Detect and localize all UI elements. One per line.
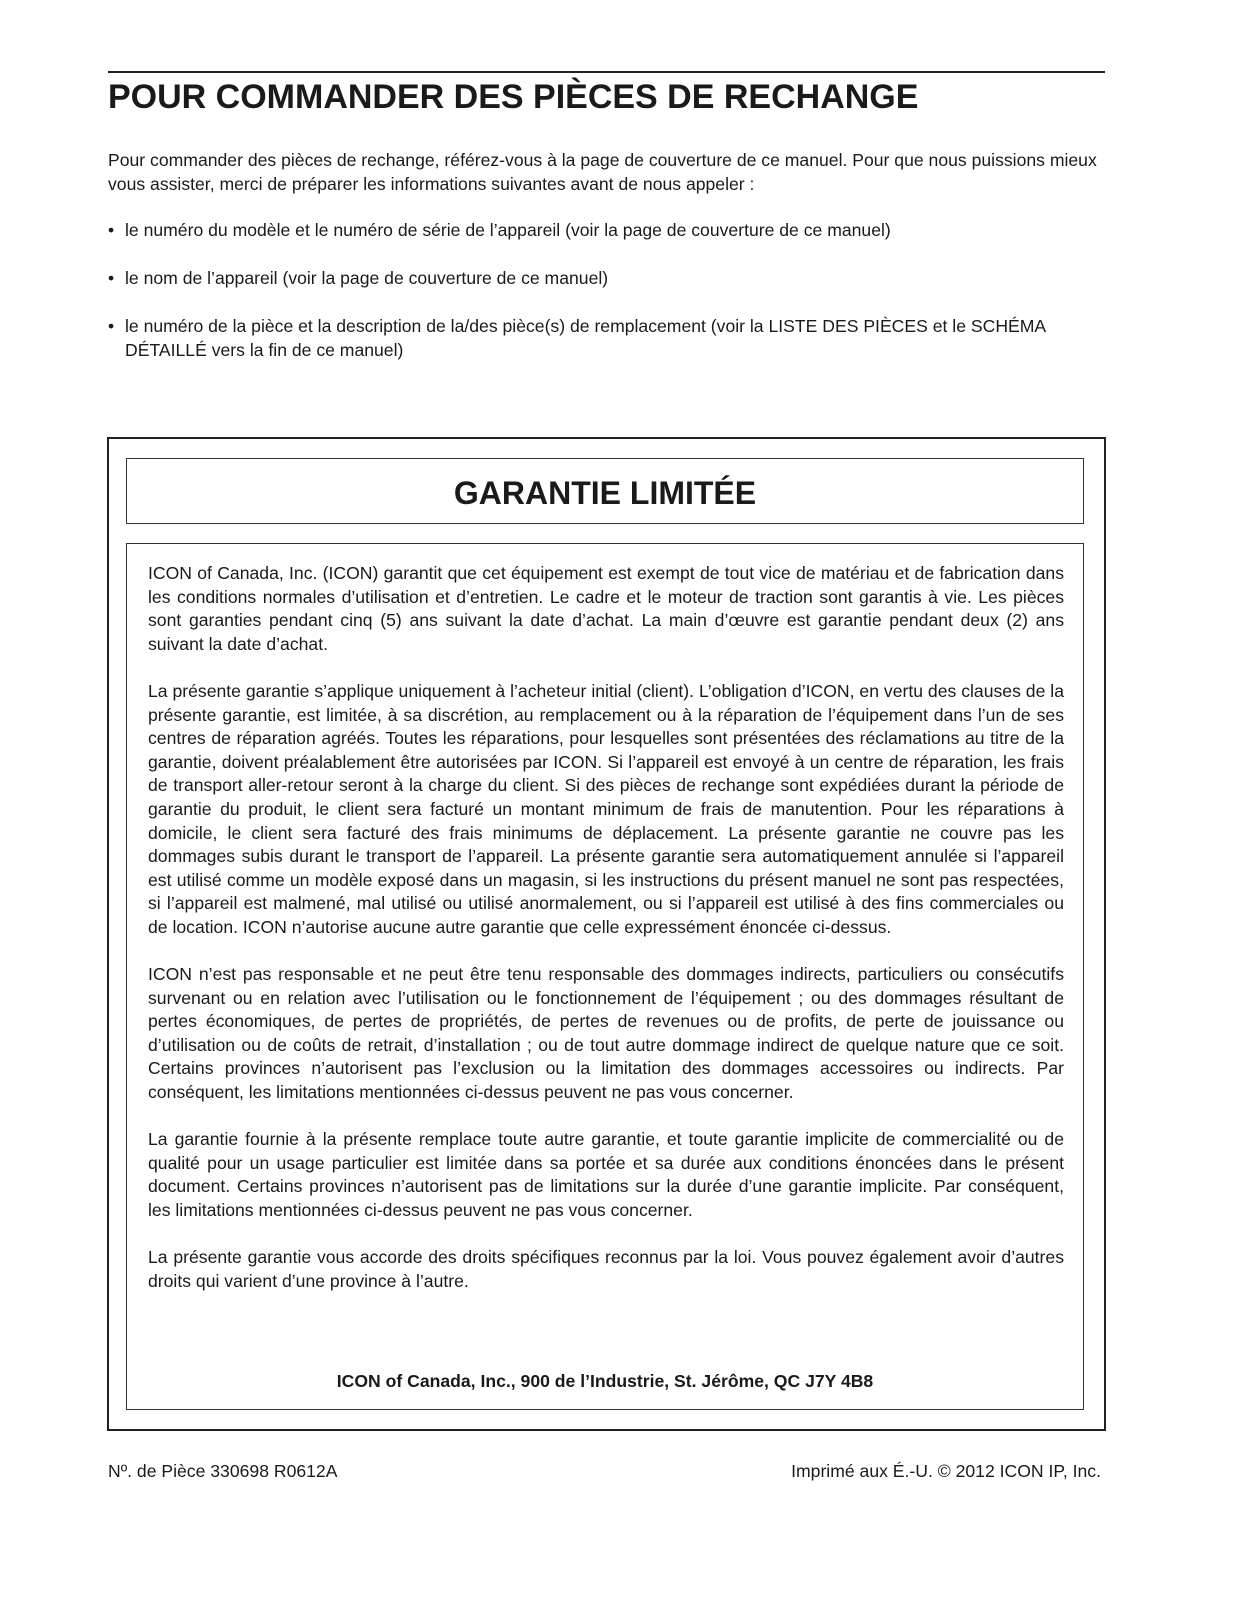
warranty-paragraph: La garantie fournie à la présente remplace toute autre garantie, et toute garantie implicite de commercialité ou de qualité pour un usage particulier est limitée dans sa portée et sa durée aux conditions énoncées dans le présent document. Certains provinces n’autorisent pas de limitations sur la durée d’une garantie implicite. Par conséquent, les limitations mentionnées ci-dessus peuvent ne pas vous concerner. bbox=[148, 1129, 1064, 1221]
warranty-title-box bbox=[126, 458, 1084, 524]
parts-info-list bbox=[108, 218, 1108, 386]
print-notice: Imprimé aux É.-U. © 2012 ICON IP, Inc. bbox=[791, 1461, 1101, 1481]
list-item-text: le nom de l’appareil (voir la page de couverture de ce manuel) bbox=[125, 268, 609, 288]
bullet-icon: • bbox=[108, 316, 115, 336]
bullet-icon: • bbox=[108, 220, 115, 240]
bullet-icon: • bbox=[108, 268, 115, 288]
list-item bbox=[108, 266, 1108, 290]
warranty-paragraph: ICON n’est pas responsable et ne peut être tenu responsable des dommages indirects, particuliers ou consécutifs survenant ou en relation avec l’utilisation ou le fonctionnement de l’équipement ; ou des dommages résultant de pertes économiques, de pertes de propriétés, de pertes de revenues ou de profits, de perte de jouissance ou d’utilisation ou de coûts de retrait, d’installation ; ou de tout autre dommage indirect de quelque nature que ce soit. Certains provinces n’autorisent pas l’exclusion ou la limitation des dommages accessoires ou indirects. Par conséquent, les limitations mentionnées ci-dessus peuvent ne pas vous concerner. bbox=[148, 964, 1064, 1103]
parts-intro: Pour commander des pièces de rechange, référez-vous à la page de couverture de ce manuel. Pour que nous puissions mieux vous assister, merci de préparer les informations suivantes avant de nous appeler : bbox=[108, 150, 1097, 194]
warranty-body bbox=[148, 562, 1064, 1317]
warranty-title: GARANTIE LIMITÉE bbox=[453, 475, 757, 511]
parts-heading: POUR COMMANDER DES PIÈCES DE RECHANGE bbox=[108, 78, 919, 116]
list-item bbox=[108, 314, 1108, 362]
warranty-paragraph: ICON of Canada, Inc. (ICON) garantit que cet équipement est exempt de tout vice de matériau et de fabrication dans les conditions normales d’utilisation et d’entretien. Le cadre et le moteur de traction sont garantis à vie. Les pièces sont garanties pendant cinq (5) ans suivant la date d’achat. La main d’œuvre est garantie pendant deux (2) ans suivant la date d’achat. bbox=[148, 563, 1064, 654]
company-address: ICON of Canada, Inc., 900 de l’Industrie, St. Jérôme, QC J7Y 4B8 bbox=[336, 1371, 874, 1391]
warranty-paragraph: La présente garantie vous accorde des droits spécifiques reconnus par la loi. Vous pouvez également avoir d’autres droits qui varient d’une province à l’autre. bbox=[148, 1247, 1064, 1291]
list-item-text: le numéro de la pièce et la description de la/des pièce(s) de remplacement (voir la LISTE DES PIÈCES et le SCHÉMA DÉTAILLÉ vers la fin de ce manuel) bbox=[125, 316, 1046, 360]
warranty-paragraph: La présente garantie s’applique uniquement à l’acheteur initial (client). L’obligation d’ICON, en vertu des clauses de la présente garantie, est limitée, à sa discrétion, au remplacement ou à la réparation de l’équipement dans l’un de ses centres de réparation agréés. Toutes les réparations, pour lesquelles sont présentées des réclamations au titre de la garantie, doivent préalablement être autorisées par ICON. Si l’appareil est envoyé à un centre de réparation, les frais de transport aller-retour seront à la charge du client. Si des pièces de rechange sont expédiées durant la période de garantie du produit, le client sera facturé un montant minimum de frais de manutention. Pour les réparations à domicile, le client sera facturé des frais minimums de déplacement. La présente garantie ne couvre pas les dommages subis durant le transport de l’appareil. La présente garantie sera automatiquement annulée si l’appareil est utilisé comme un modèle exposé dans un magasin, si les instructions du présent manuel ne sont pas respectées, si l’appareil est malmené, mal utilisé ou utilisé anormalement, ou si l’appareil est utilisé à des fins commerciales ou de location. ICON n’autorise aucune autre garantie que celle expressément énoncée ci-dessus. bbox=[148, 680, 1064, 937]
part-number: Nº. de Pièce 330698 R0612A bbox=[108, 1461, 338, 1481]
list-item-text: le numéro du modèle et le numéro de série de l’appareil (voir la page de couverture de ce manuel) bbox=[125, 220, 891, 240]
list-item bbox=[108, 218, 1108, 242]
top-rule bbox=[108, 71, 1105, 73]
